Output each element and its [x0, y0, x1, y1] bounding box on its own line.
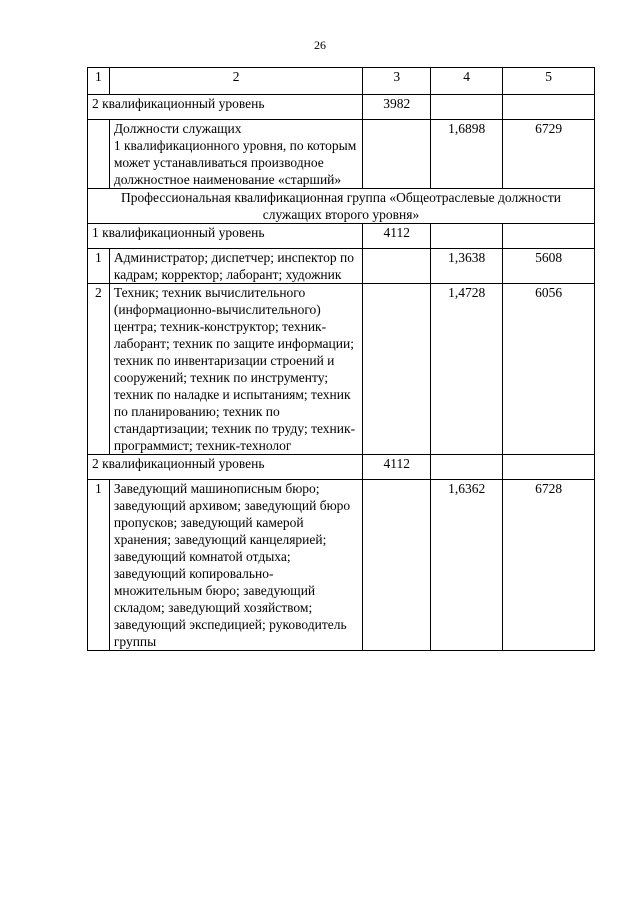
position-row [88, 284, 595, 455]
column-header: 3 [363, 68, 431, 95]
salary: 6729 [503, 120, 595, 189]
position-row [88, 480, 595, 651]
qualification-level-row [88, 95, 595, 120]
position-text: Администратор; диспетчер; инспектор по кадрам; корректор; лаборант; художник [109, 249, 363, 284]
base-salary: 3982 [363, 95, 431, 120]
empty-cell [431, 224, 503, 249]
group-title-row [88, 189, 595, 224]
qualification-level-row [88, 224, 595, 249]
empty-cell [363, 284, 431, 455]
position-text: Техник; техник вычислительного (информационно-вычислительного) центра; техник-конструктор; техник-лаборант; техник по защите информации; техник по инвентаризации строений и сооружений; техник по инструменту; техник по наладке и испытаниям; техник по планированию; техник по стандартизации; техник по труду; техник-программист; техник-технолог [109, 284, 363, 455]
coefficient: 1,6362 [431, 480, 503, 651]
group-title: Профессиональная квалификационная группа «Общеотраслевые должности служащих второго уровня» [88, 189, 595, 224]
level-label: 1 квалификационный уровень [88, 224, 363, 249]
coefficient: 1,6898 [431, 120, 503, 189]
column-header: 5 [503, 68, 595, 95]
base-salary: 4112 [363, 224, 431, 249]
column-header: 1 [88, 68, 110, 95]
salary-table [87, 67, 595, 651]
column-header: 2 [109, 68, 363, 95]
empty-cell [431, 455, 503, 480]
position-index: 2 [88, 284, 110, 455]
position-text: Должности служащих 1 квалификационного уровня, по которым может устанавливаться производное должностное наименование «старший» [109, 120, 363, 189]
empty-cell [431, 95, 503, 120]
base-salary: 4112 [363, 455, 431, 480]
position-text: Заведующий машинописным бюро; заведующий архивом; заведующий бюро пропусков; заведующий камерой хранения; заведующий канцелярией; заведующий комнатой отдыха; заведующий копировально-множительным бюро; заведующий складом; заведующий хозяйством; заведующий экспедицией; руководитель группы [109, 480, 363, 651]
empty-cell [363, 120, 431, 189]
empty-cell [363, 480, 431, 651]
salary: 6056 [503, 284, 595, 455]
salary: 5608 [503, 249, 595, 284]
position-row [88, 120, 595, 189]
position-index: 1 [88, 480, 110, 651]
level-label: 2 квалификационный уровень [88, 95, 363, 120]
level-label: 2 квалификационный уровень [88, 455, 363, 480]
page-number: 26 [314, 38, 326, 52]
salary: 6728 [503, 480, 595, 651]
coefficient: 1,3638 [431, 249, 503, 284]
qualification-level-row [88, 455, 595, 480]
column-header: 4 [431, 68, 503, 95]
empty-cell [503, 224, 595, 249]
empty-cell [503, 95, 595, 120]
empty-cell [363, 249, 431, 284]
position-index [88, 120, 110, 189]
coefficient: 1,4728 [431, 284, 503, 455]
table-header-row [88, 68, 595, 95]
position-index: 1 [88, 249, 110, 284]
position-row [88, 249, 595, 284]
empty-cell [503, 455, 595, 480]
